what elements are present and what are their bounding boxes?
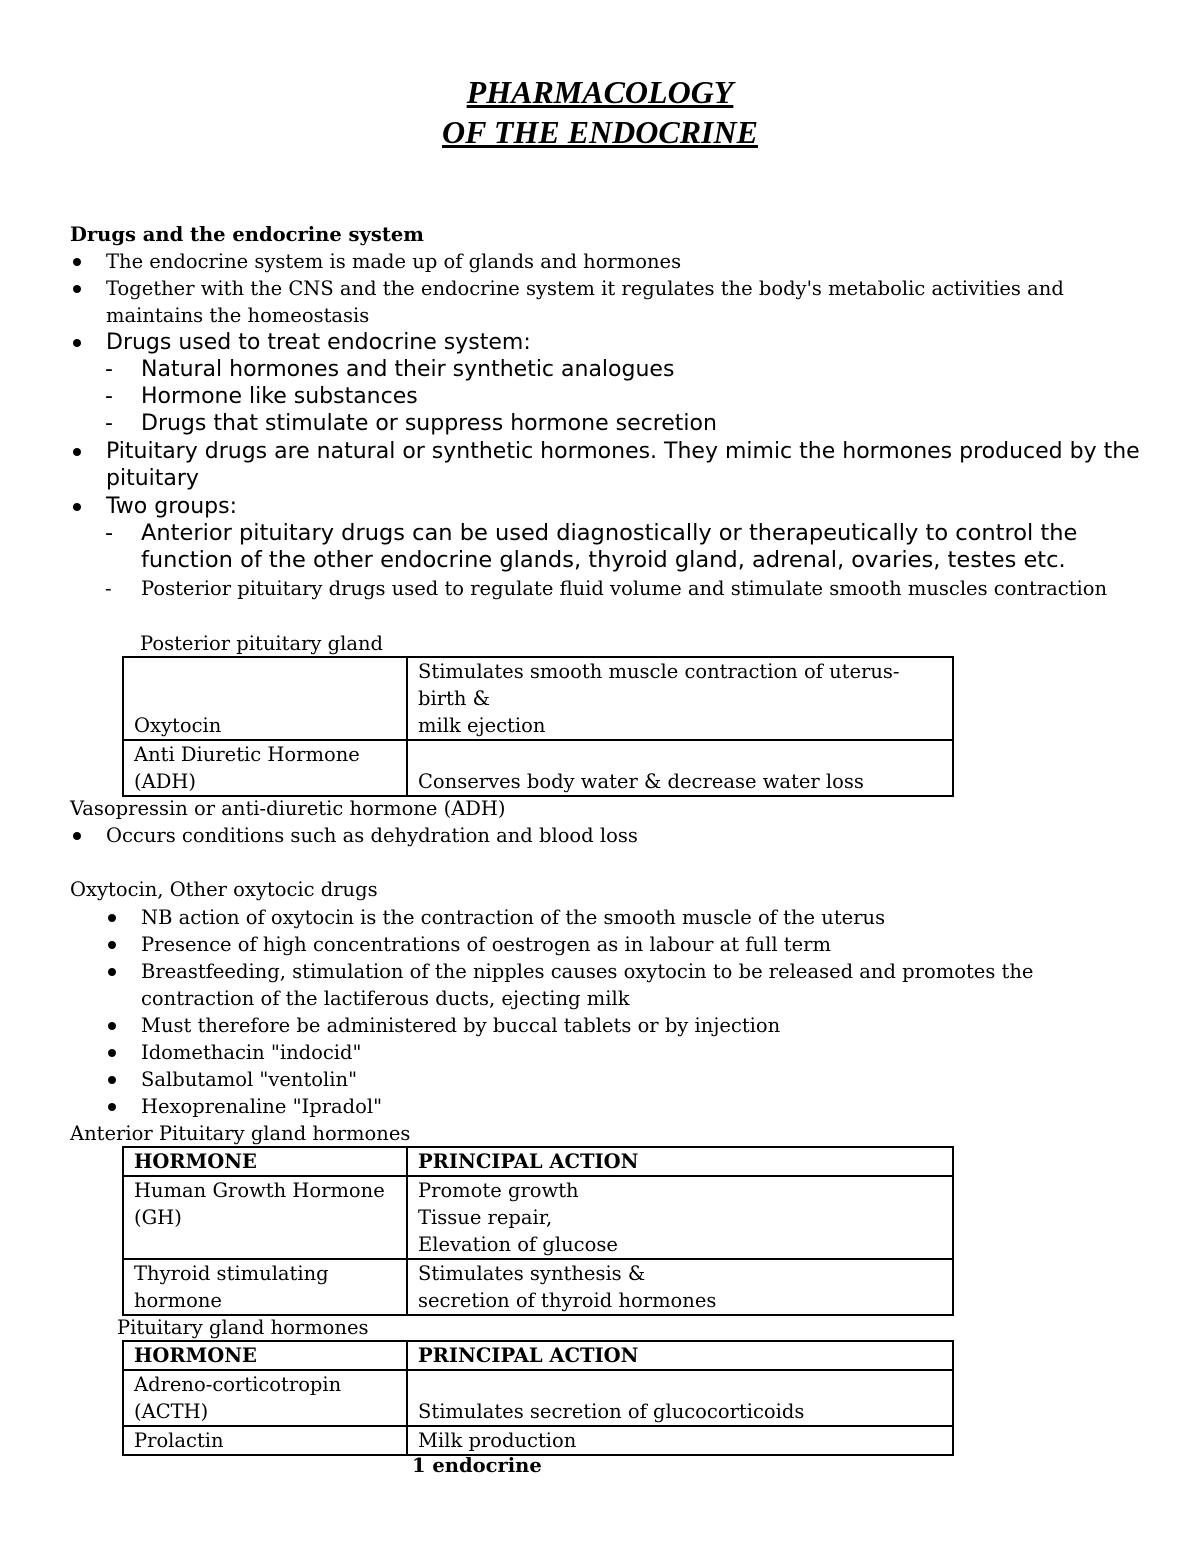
table-cell: Milk production <box>407 1426 953 1455</box>
title-line-1: PHARMACOLOGY <box>466 74 734 110</box>
section-heading: Drugs and the endocrine system <box>70 223 424 246</box>
table-header-cell: HORMONE <box>123 1147 407 1176</box>
table-cell: Human Growth Hormone (GH) <box>123 1176 407 1259</box>
table-caption: Posterior pituitary gland <box>140 632 384 655</box>
table-row <box>123 1426 953 1455</box>
table-row <box>123 1370 953 1426</box>
table-cell: Conserves body water & decrease water loss <box>407 740 953 796</box>
list-item: Together with the CNS and the endocrine system it regulates the body's metabolic activities and maintains the homeostasis <box>70 275 1140 329</box>
posterior-pituitary-table <box>122 656 954 797</box>
section-heading: Oxytocin, Other oxytocic drugs <box>70 878 378 901</box>
pituitary-hormones-table <box>122 1340 954 1456</box>
table-caption: Anterior Pituitary gland hormones <box>70 1122 411 1145</box>
list-item: - Natural hormones and their synthetic analogues <box>105 356 1135 383</box>
table-header-cell: HORMONE <box>123 1341 407 1370</box>
list-item: Idomethacin "indocid" <box>105 1039 1135 1066</box>
table-cell: Stimulates synthesis & secretion of thyroid hormones <box>407 1259 953 1315</box>
table-row <box>123 1259 953 1315</box>
list-item: - Posterior pituitary drugs used to regulate fluid volume and stimulate smooth muscles contraction <box>105 575 1135 602</box>
table-caption: Pituitary gland hormones <box>117 1316 369 1339</box>
table-cell: Stimulates secretion of glucocorticoids <box>407 1370 953 1426</box>
page-footer: 1 endocrine <box>412 1454 542 1477</box>
list-item: Occurs conditions such as dehydration and blood loss <box>70 822 1140 849</box>
list-item: Pituitary drugs are natural or synthetic hormones. They mimic the hormones produced by the pituitary <box>70 438 1140 492</box>
table-cell: Anti Diuretic Hormone (ADH) <box>123 740 407 796</box>
list-item: NB action of oxytocin is the contraction of the smooth muscle of the uterus <box>105 904 1135 931</box>
list-item: Breastfeeding, stimulation of the nipples causes oxytocin to be released and promotes the contraction of the lactiferous ducts, ejecting milk <box>105 958 1135 1012</box>
table-cell: Adreno-corticotropin (ACTH) <box>123 1370 407 1426</box>
table-header-row <box>123 1341 953 1370</box>
table-row <box>123 657 953 740</box>
list-item: Hexoprenaline "Ipradol" <box>105 1093 1135 1120</box>
list-item: - Drugs that stimulate or suppress hormone secretion <box>105 410 1135 437</box>
table-row <box>123 1176 953 1259</box>
table-header-cell: PRINCIPAL ACTION <box>407 1147 953 1176</box>
list-item: Must therefore be administered by buccal tablets or by injection <box>105 1012 1135 1039</box>
section-heading: Vasopressin or anti-diuretic hormone (ADH) <box>70 797 506 820</box>
table-header-row <box>123 1147 953 1176</box>
anterior-pituitary-table <box>122 1146 954 1316</box>
table-row <box>123 740 953 796</box>
title-line-2: OF THE ENDOCRINE <box>442 114 758 150</box>
table-cell: Thyroid stimulating hormone <box>123 1259 407 1315</box>
list-item: Drugs used to treat endocrine system: <box>70 329 1140 356</box>
list-item: Salbutamol "ventolin" <box>105 1066 1135 1093</box>
list-item: The endocrine system is made up of glands and hormones <box>70 248 1140 275</box>
list-item: - Anterior pituitary drugs can be used diagnostically or therapeutically to control the function of the other endocrine glands, thyroid gland, adrenal, ovaries, testes etc. <box>105 520 1135 574</box>
table-header-cell: PRINCIPAL ACTION <box>407 1341 953 1370</box>
list-item: Two groups: <box>70 493 1140 520</box>
table-cell: Oxytocin <box>123 657 407 740</box>
document-title <box>0 72 1200 152</box>
table-cell: Promote growth Tissue repair, Elevation of glucose <box>407 1176 953 1259</box>
list-item: - Hormone like substances <box>105 383 1135 410</box>
table-cell: Prolactin <box>123 1426 407 1455</box>
list-item: Presence of high concentrations of oestrogen as in labour at full term <box>105 931 1135 958</box>
table-cell: Stimulates smooth muscle contraction of uterus-birth & milk ejection <box>407 657 953 740</box>
